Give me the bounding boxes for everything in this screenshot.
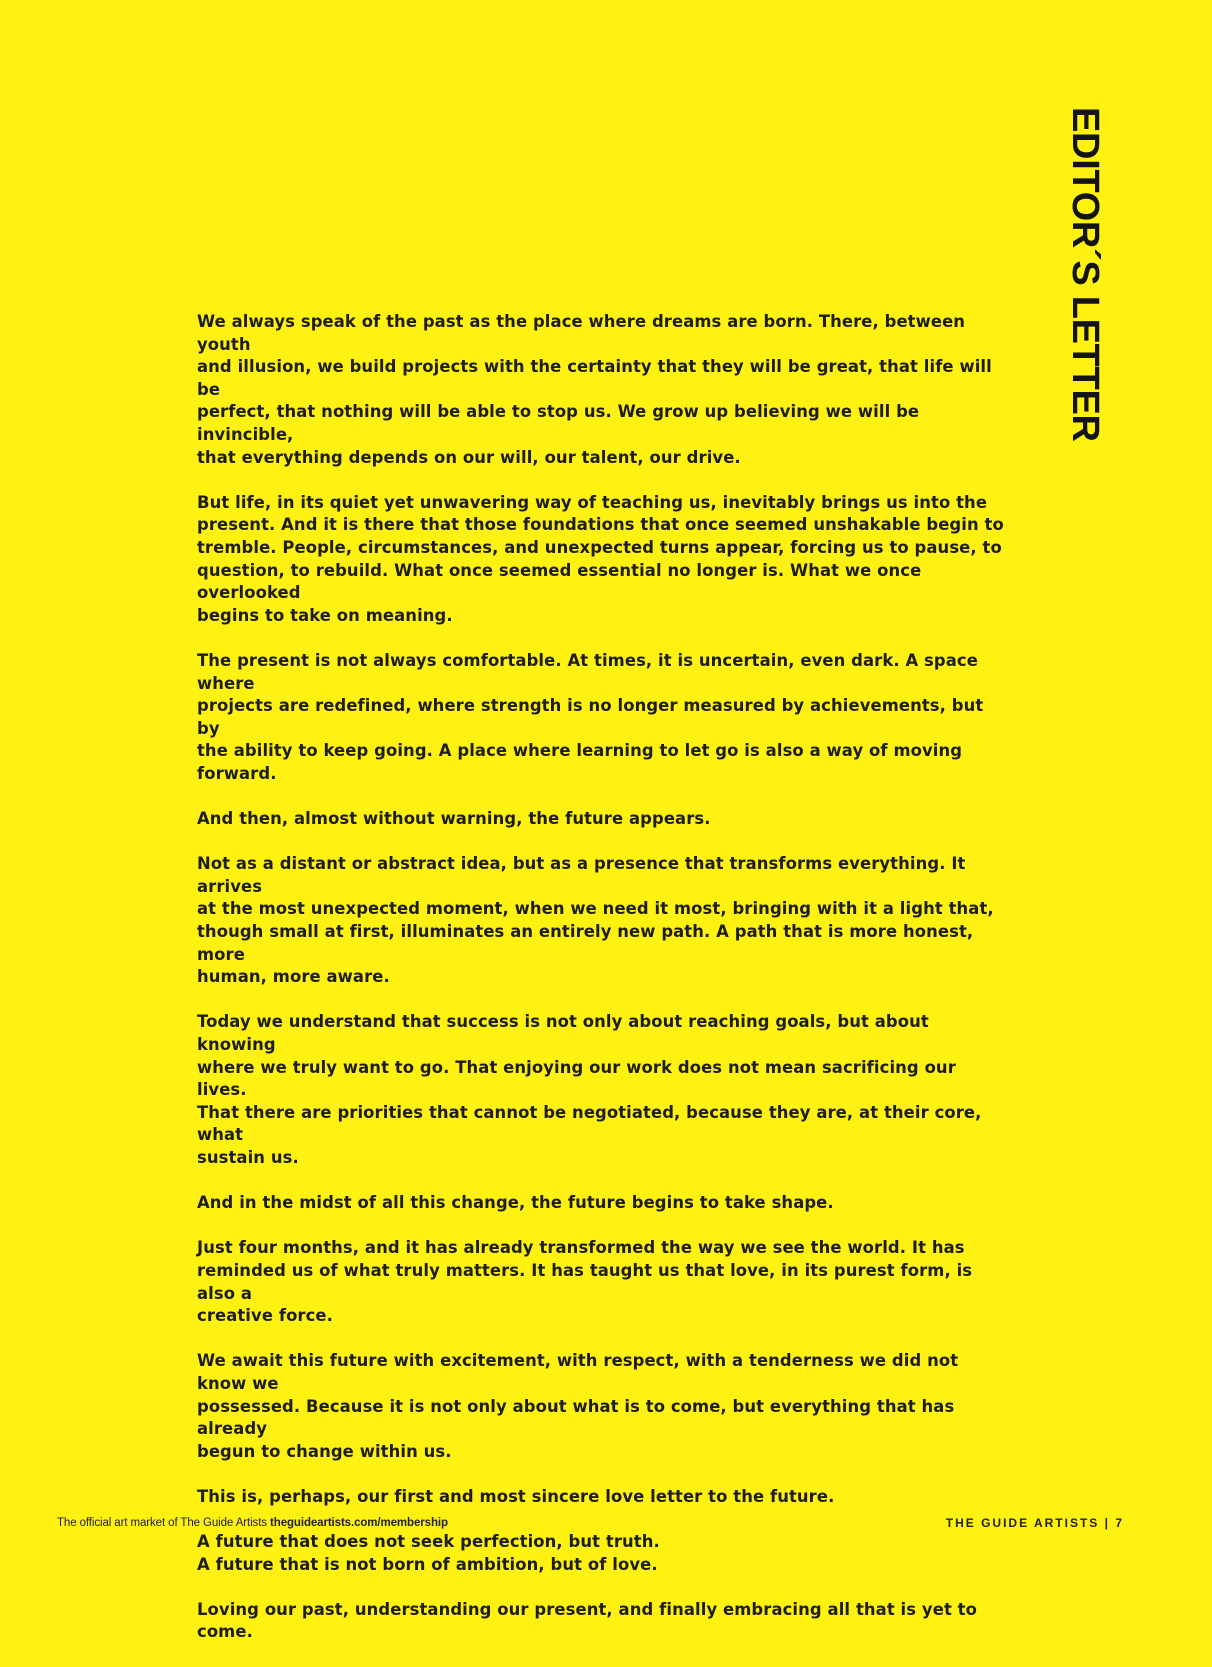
letter-line: present. And it is there that those foundations that once seemed unshakable begin to <box>197 515 1004 535</box>
letter-line: perfect, that nothing will be able to stop us. We grow up believing we will be invincible, <box>197 402 920 444</box>
letter-line: The present is not always comfortable. At times, it is uncertain, even dark. A space where <box>197 650 978 693</box>
letter-line: Loving our past, understanding our present, and finally embracing all that is yet to come. <box>197 1599 977 1642</box>
section-title: EDITOR´S LETTER <box>1064 107 1106 442</box>
letter-line: That there are priorities that cannot be negotiated, because they are, at their core, what <box>197 1102 982 1145</box>
letter-line: We await this future with excitement, with respect, with a tenderness we did not know we <box>197 1351 959 1393</box>
letter-line: human, more aware. <box>197 967 390 987</box>
letter-line: But life, in its quiet yet unwavering way of teaching us, inevitably brings us into the <box>197 492 988 512</box>
letter-line: at the most unexpected moment, when we need it most, bringing with it a light that, <box>197 899 994 919</box>
editors-letter-body <box>197 311 1007 1667</box>
letter-line: question, to rebuild. What once seemed essential no longer is. What we once overlooked <box>197 560 922 603</box>
letter-line: This is, perhaps, our first and most sincere love letter to the future. <box>197 1486 835 1506</box>
letter-paragraph <box>197 1486 1007 1509</box>
letter-line: A future that does not seek perfection, but truth. <box>197 1532 660 1552</box>
membership-link[interactable]: theguideartists.com/membership <box>270 1517 448 1529</box>
letter-line: though small at first, illuminates an entirely new path. A path that is more honest, more <box>197 922 974 964</box>
letter-line: projects are redefined, where strength is no longer measured by achievements, but by <box>197 696 984 738</box>
letter-line: And in the midst of all this change, the future begins to take shape. <box>197 1193 834 1213</box>
letter-paragraph <box>197 808 1007 831</box>
letter-line: Not as a distant or abstract idea, but as a presence that transforms everything. It arrives <box>197 854 966 896</box>
footer-credit-text: The official art market of The Guide Artists <box>57 1517 267 1529</box>
letter-paragraph <box>197 853 1007 989</box>
letter-paragraph <box>197 1531 1007 1576</box>
letter-line: where we truly want to go. That enjoying our work does not mean sacrificing our lives. <box>197 1057 956 1100</box>
letter-line: sustain us. <box>197 1147 299 1167</box>
letter-paragraph <box>197 311 1007 469</box>
letter-line: We always speak of the past as the place where dreams are born. There, between youth <box>197 312 966 354</box>
letter-paragraph <box>197 650 1007 786</box>
letter-paragraph <box>197 1192 1007 1215</box>
letter-line: Just four months, and it has already transformed the way we see the world. It has <box>197 1238 965 1258</box>
letter-line: possessed. Because it is not only about what is to come, but everything that has already <box>197 1396 955 1439</box>
letter-line: creative force. <box>197 1306 333 1326</box>
letter-paragraph <box>197 1350 1007 1463</box>
letter-paragraph <box>197 1237 1007 1327</box>
letter-paragraph <box>197 1011 1007 1169</box>
letter-paragraph <box>197 492 1007 628</box>
letter-line: begun to change within us. <box>197 1441 452 1461</box>
letter-line: tremble. People, circumstances, and unexpected turns appear, forcing us to pause, to <box>197 537 1002 557</box>
letter-line: the ability to keep going. A place where learning to let go is also a way of moving forward. <box>197 741 963 783</box>
letter-line: and illusion, we build projects with the certainty that they will be great, that life will be <box>197 357 992 399</box>
footer-page-label: THE GUIDE ARTISTS | 7 <box>945 1516 1124 1530</box>
letter-line: Today we understand that success is not only about reaching goals, but about knowing <box>197 1012 929 1054</box>
letter-line: begins to take on meaning. <box>197 605 453 625</box>
letter-paragraph <box>197 1599 1007 1644</box>
letter-line: And then, almost without warning, the future appears. <box>197 809 711 829</box>
letter-line: A future that is not born of ambition, but of love. <box>197 1554 658 1574</box>
footer-credit <box>57 1517 448 1529</box>
letter-line: reminded us of what truly matters. It has taught us that love, in its purest form, is also a <box>197 1260 973 1303</box>
letter-line: that everything depends on our will, our talent, our drive. <box>197 447 741 467</box>
